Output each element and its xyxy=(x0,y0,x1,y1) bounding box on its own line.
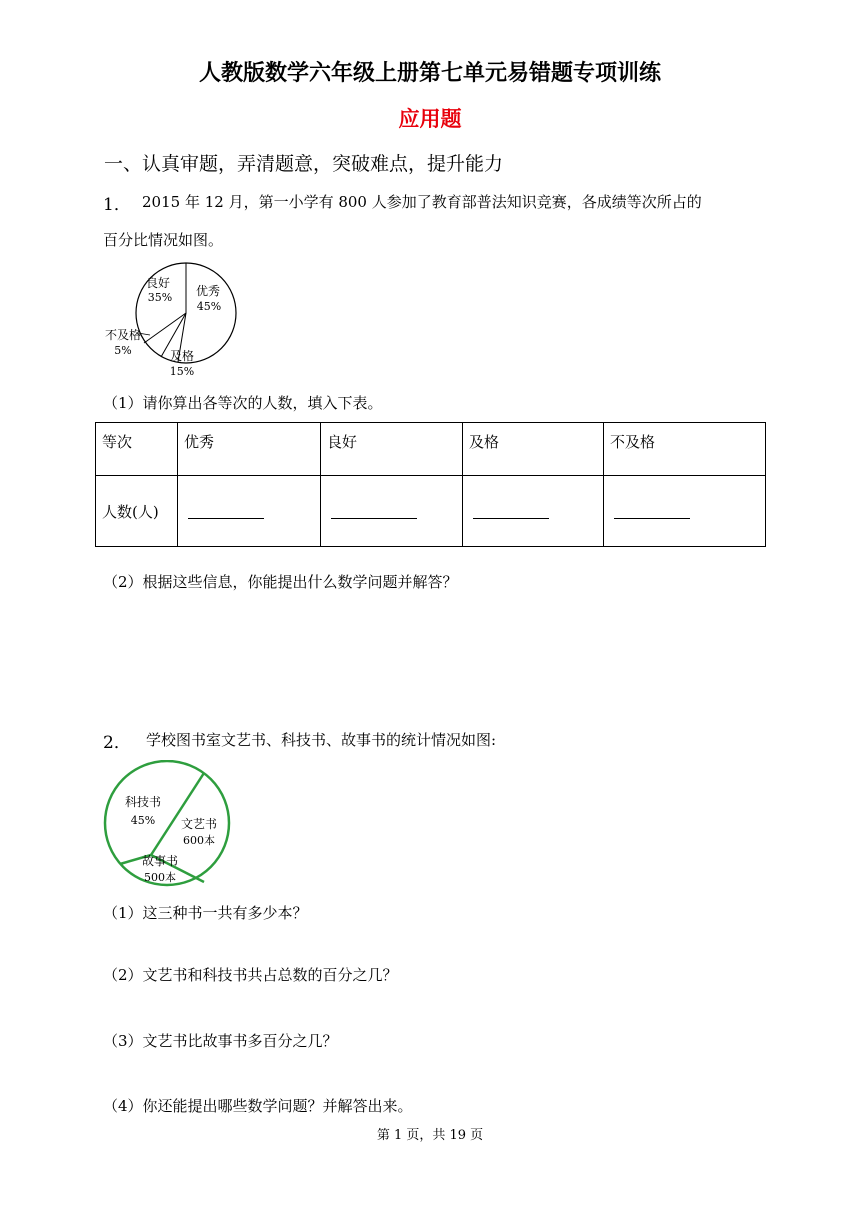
answer-blank[interactable] xyxy=(473,500,549,519)
question-2-sub3: （3）文艺书比故事书多百分之几？ xyxy=(103,1032,338,1050)
pie-value-fail: 5% xyxy=(114,344,132,357)
answer-blank[interactable] xyxy=(331,500,417,519)
pie-value-story: 500本 xyxy=(144,871,176,884)
question-2-sub2: （2）文艺书和科技书共占总数的百分之几？ xyxy=(103,966,398,984)
question-2-sub1: （1）这三种书一共有多少本？ xyxy=(103,904,308,922)
table-header-cell: 优秀 xyxy=(178,423,321,476)
document-subtitle: 应用题 xyxy=(398,106,462,131)
question-1-sub1: （1）请你算出各等次的人数，填入下表。 xyxy=(103,394,383,412)
pie-value-pass: 15% xyxy=(169,365,195,378)
question-1-text-line2: 百分比情况如图。 xyxy=(103,231,224,249)
section-heading: 一、认真审题，弄清题意，突破难点，提升能力 xyxy=(104,153,504,175)
question-2-number: 2． xyxy=(103,733,131,753)
pie-label-story: 故事书 xyxy=(141,854,179,868)
score-table xyxy=(95,422,766,547)
table-header-cell: 不及格 xyxy=(604,423,766,476)
question-2-text: 学校图书室文艺书、科技书、故事书的统计情况如图: xyxy=(146,731,497,749)
question-1-text-line1: 2015 年 12 月，第一小学有 800 人参加了教育部普法知识竞赛，各成绩等次所占的 xyxy=(142,193,702,211)
pie-label-pass: 及格 xyxy=(169,349,195,363)
pie-value-science: 45% xyxy=(130,814,156,827)
table-header-cell: 及格 xyxy=(463,423,604,476)
pie-label-literature: 文艺书 xyxy=(180,817,218,831)
pie-divider-left xyxy=(144,313,186,343)
answer-blank[interactable] xyxy=(188,500,264,519)
pie-value-excellent: 45% xyxy=(196,300,222,313)
table-header-cell: 良好 xyxy=(321,423,463,476)
pie-label-excellent: 优秀 xyxy=(195,284,221,298)
table-answer-cell xyxy=(178,476,321,547)
table-answer-cell xyxy=(604,476,766,547)
table-row xyxy=(96,476,766,547)
table-header-row xyxy=(96,423,766,476)
table-row-label: 人数(人) xyxy=(96,476,178,547)
pie-label-fail: 不及格 xyxy=(104,328,142,342)
pie-value-good: 35% xyxy=(147,291,173,304)
question-1-pie-chart xyxy=(98,255,248,385)
question-2-pie-chart xyxy=(100,760,240,890)
table-answer-cell xyxy=(321,476,463,547)
question-1-sub2: （2）根据这些信息，你能提出什么数学问题并解答？ xyxy=(103,573,458,591)
question-1-number: 1． xyxy=(103,195,131,215)
pie-value-literature: 600本 xyxy=(183,834,215,847)
document-title: 人教版数学六年级上册第七单元易错题专项训练 xyxy=(198,60,661,86)
pie-label-science: 科技书 xyxy=(124,795,162,809)
table-header-cell: 等次 xyxy=(96,423,178,476)
pie-label-good: 良好 xyxy=(145,276,171,290)
page-footer: 第 1 页，共 19 页 xyxy=(376,1128,484,1143)
question-2-sub4: （4）你还能提出哪些数学问题？并解答出来。 xyxy=(103,1097,413,1115)
answer-blank[interactable] xyxy=(614,500,690,519)
table-answer-cell xyxy=(463,476,604,547)
